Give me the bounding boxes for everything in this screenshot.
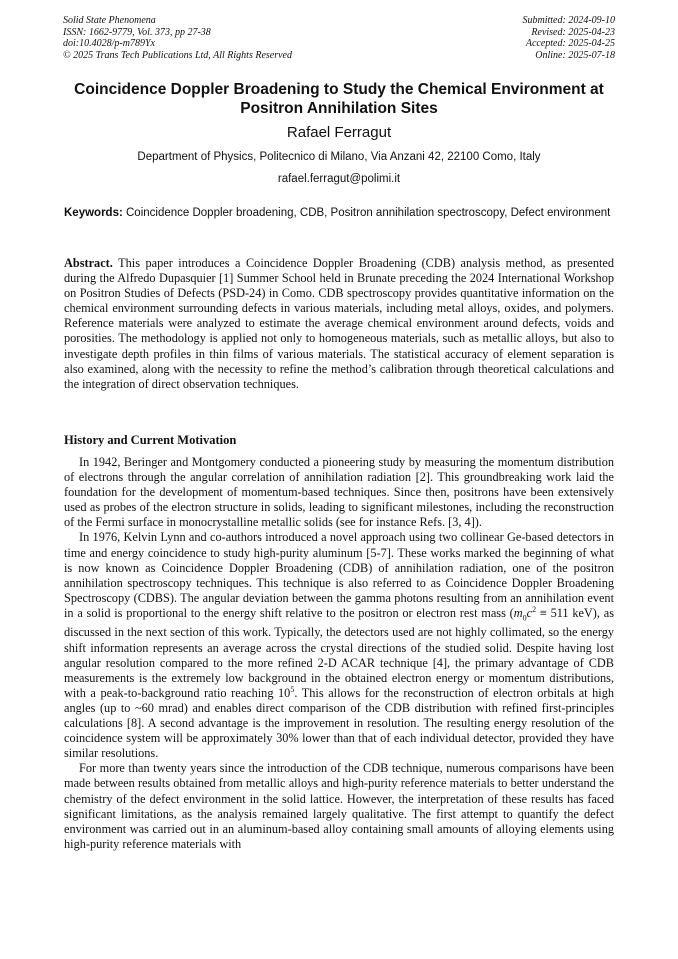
accepted-date: Accepted: 2025-04-25 [525,38,615,49]
formula-superscript: 2 [532,604,537,614]
copyright-notice: © 2025 Trans Tech Publications Ltd, All Rights Reserved [63,49,292,61]
journal-name: Solid State Phenomena [63,15,156,26]
abstract [64,256,614,392]
online-date: Online: 2025-07-18 [535,49,615,61]
paragraph-2 [64,530,614,761]
submitted-date: Submitted: 2024-09-10 [522,15,615,26]
abstract-label: Abstract. [64,256,113,270]
paragraph-2-part-c: . This allows for the reconstruction of electron orbitals at high angles (up to ~60 mrad) and enables direct comparison of the CDB distribution with refined first-principles calculations [8]. A second advantage is the improvement in resolution. The resulting energy resolution of the coincidence system will be approximately 30% lower than that of each individual detector, provided they have similar resolutions. [64,685,614,761]
journal-doi[interactable]: doi:10.4028/p-m789Yx [63,38,155,49]
author-affiliation: Department of Physics, Politecnico di Milano, Via Anzani 42, 22100 Como, Italy [137,151,541,163]
paragraph-1: In 1942, Beringer and Montgomery conducted a pioneering study by measuring the momentum distribution of electrons through the angular correlation of annihilation radiation [2]. This groundbreaking work laid the foundation for the development of momentum-based techniques. Since then, positrons have been extensively used as probes of the electron structure in solids, leading to significant milestones, including the reconstruction of the Fermi surface in monocrystalline metallic solids (see for instance Refs. [3, 4]). [64,455,614,530]
formula-subscript: 0 [522,613,527,623]
paper-title: Coincidence Doppler Broadening to Study the Chemical Environment at Positron Annihilation Sites [74,81,604,117]
section-body [64,455,614,852]
formula-c: c [526,605,533,620]
journal-header-left [63,15,292,61]
ratio-exponent: 5 [290,684,295,694]
section-heading: History and Current Motivation [64,433,237,447]
rest-mass-formula [513,604,537,623]
keywords-text: Coincidence Doppler broadening, CDB, Positron annihilation spectroscopy, Defect environment [122,207,611,219]
author-name: Rafael Ferragut [286,124,392,141]
author-email[interactable]: rafael.ferragut@polimi.it [277,173,401,185]
journal-issn: ISSN: 1662-9779, Vol. 373, pp 27-38 [63,26,211,38]
journal-header-right [523,15,616,61]
paragraph-2-part-a: In 1976, Kelvin Lynn and co-authors introduced a novel approach using two collinear Ge-based detectors in time and energy coincidence to study high-purity aluminum [5-7]. These works marked the beginning of what is now known as Coincidence Doppler Broadening (CDB) of annihilation radiation, one of the positron annihilation spectroscopy techniques. This technique is also referred to as Coincidence Doppler Broadening Spectroscopy (CDBS). The angular deviation between the gamma photons resulting from an annihilation event in a solid is proportional to the energy shift relative to the positron or electron rest mass ( [64,530,614,620]
paragraph-3: For more than twenty years since the introduction of the CDB technique, numerous comparisons have been made between results obtained from metallic alloys and high-purity reference materials to better understand the chemistry of the defect environment in the solid lattice. However, the interpretation of these results has faced significant limitations, as the analysis remained largely qualitative. The first attempt to quantify the defect environment was carried out in an aluminum-based alloy containing small amounts of alloying elements using high-purity reference materials with [64,761,614,851]
formula-m: m [513,605,523,620]
revised-date: Revised: 2025-04-23 [531,26,615,38]
paragraph-2-part-b: ≡ 511 keV), as discussed in the next section of this work. Typically, the detectors used are not highly collimated, so the energy shift information represents an average across the crystal directions of the studied solid. Despite having lost angular resolution compared to the more refined 2-D ACAR technique [4], the primary advantage of CDB measurements is the extremely low background in the obtained electron energy or momentum distributions, with a peak-to-background ratio reaching 10 [64,605,614,700]
keywords [64,206,614,220]
keywords-label: Keywords: [64,207,123,219]
abstract-text: This paper introduces a Coincidence Doppler Broadening (CDB) analysis method, as presented during the Alfredo Dupasquier [1] Summer School held in Brunate preceding the 2024 International Workshop on Positron Studies of Defects (PSD-24) in Como. CDB spectroscopy provides quantitative information on the chemical environment surrounding defects in various materials, including metal alloys, oxides, and polymers. Reference materials were analyzed to estimate the average chemical environment around defects, voids and porosities. The methodology is applied not only to homogeneous materials, such as metallic alloys, but also to investigate depth profiles in thin films of various materials. The statistical accuracy of element separation is also examined, along with the necessity to refine the method’s calibration through theoretical calculations and the integration of direct observation techniques. [64,256,614,391]
